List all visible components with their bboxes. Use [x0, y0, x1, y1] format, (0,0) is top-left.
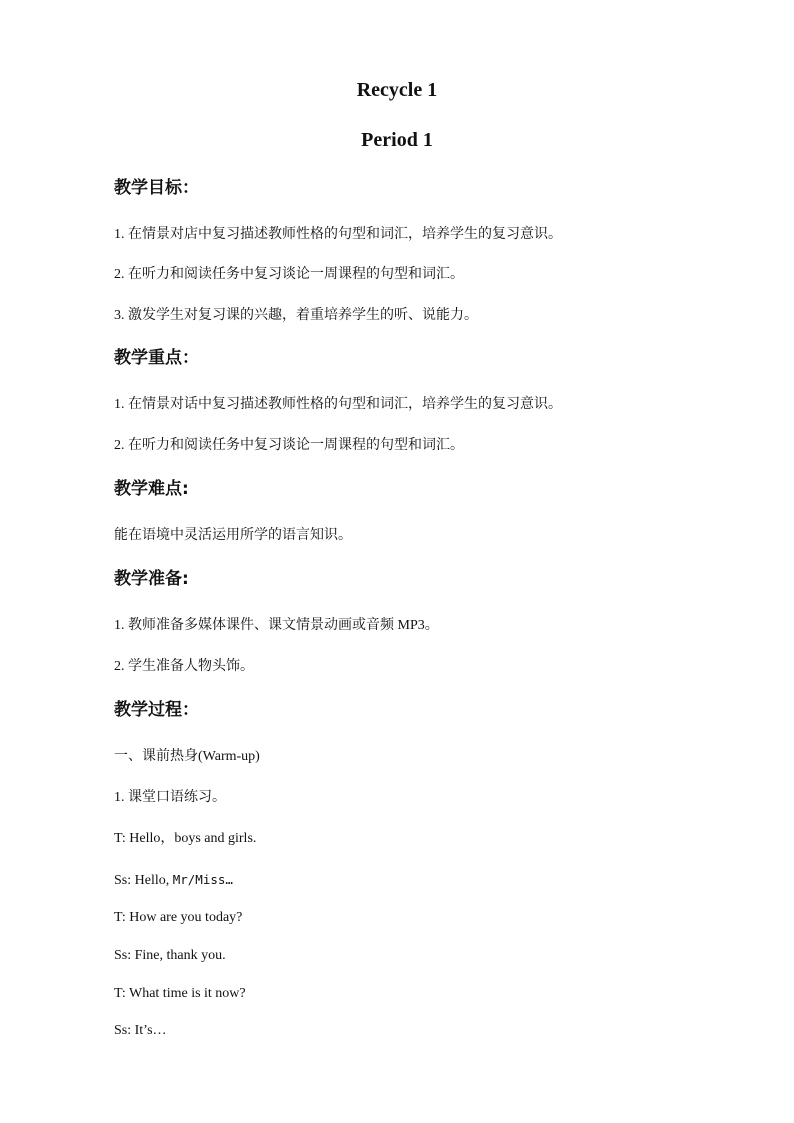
dialogue-text: Ss: Fine, thank you.: [114, 948, 226, 963]
dialogue-text: T: Hello，boys and girls.: [114, 831, 257, 846]
key-point-item-2: 2. 在听力和阅读任务中复习谈论一周课程的句型和词汇。: [114, 438, 464, 453]
dialogue-line: [114, 987, 246, 1001]
dialogue-text: Ss: Hello,: [114, 873, 173, 888]
dialogue-text: T: What time is it now?: [114, 986, 246, 1001]
process-step-title: 1. 课堂口语练习。: [114, 790, 226, 805]
dialogue-line: [114, 911, 242, 925]
document-subtitle: Period 1: [361, 129, 433, 151]
dialogue-text: Ss: It’s…: [114, 1023, 167, 1038]
difficulties-text: 能在语境中灵活运用所学的语言知识。: [114, 528, 352, 543]
preparation-item-2: 2. 学生准备人物头饰。: [114, 659, 254, 674]
dialogue-text-mono: Mr/Miss…: [172, 872, 233, 887]
dialogue-line: [114, 832, 256, 846]
dialogue-line: [114, 874, 233, 888]
key-points-heading: 教学重点：: [114, 348, 199, 368]
preparation-heading: 教学准备:: [114, 569, 189, 589]
objective-item-3: 3. 激发学生对复习课的兴趣，着重培养学生的听、说能力。: [114, 308, 478, 323]
process-heading: 教学过程：: [114, 700, 199, 720]
objective-item-1: 1. 在情景对店中复习描述教师性格的句型和词汇，培养学生的复习意识。: [114, 227, 562, 242]
process-section-title: 一、课前热身(Warm-up): [114, 749, 260, 764]
difficulties-heading: 教学难点:: [114, 479, 189, 499]
key-point-item-1: 1. 在情景对话中复习描述教师性格的句型和词汇，培养学生的复习意识。: [114, 397, 562, 412]
preparation-item-1: 1. 教师准备多媒体课件、课文情景动画或音频 MP3。: [114, 618, 439, 633]
dialogue-line: [114, 1024, 167, 1038]
dialogue-text: T: How are you today?: [114, 910, 243, 925]
objectives-heading: 教学目标：: [114, 178, 199, 198]
dialogue-line: [114, 949, 226, 963]
document-title: Recycle 1: [356, 79, 438, 101]
objective-item-2: 2. 在听力和阅读任务中复习谈论一周课程的句型和词汇。: [114, 267, 464, 282]
